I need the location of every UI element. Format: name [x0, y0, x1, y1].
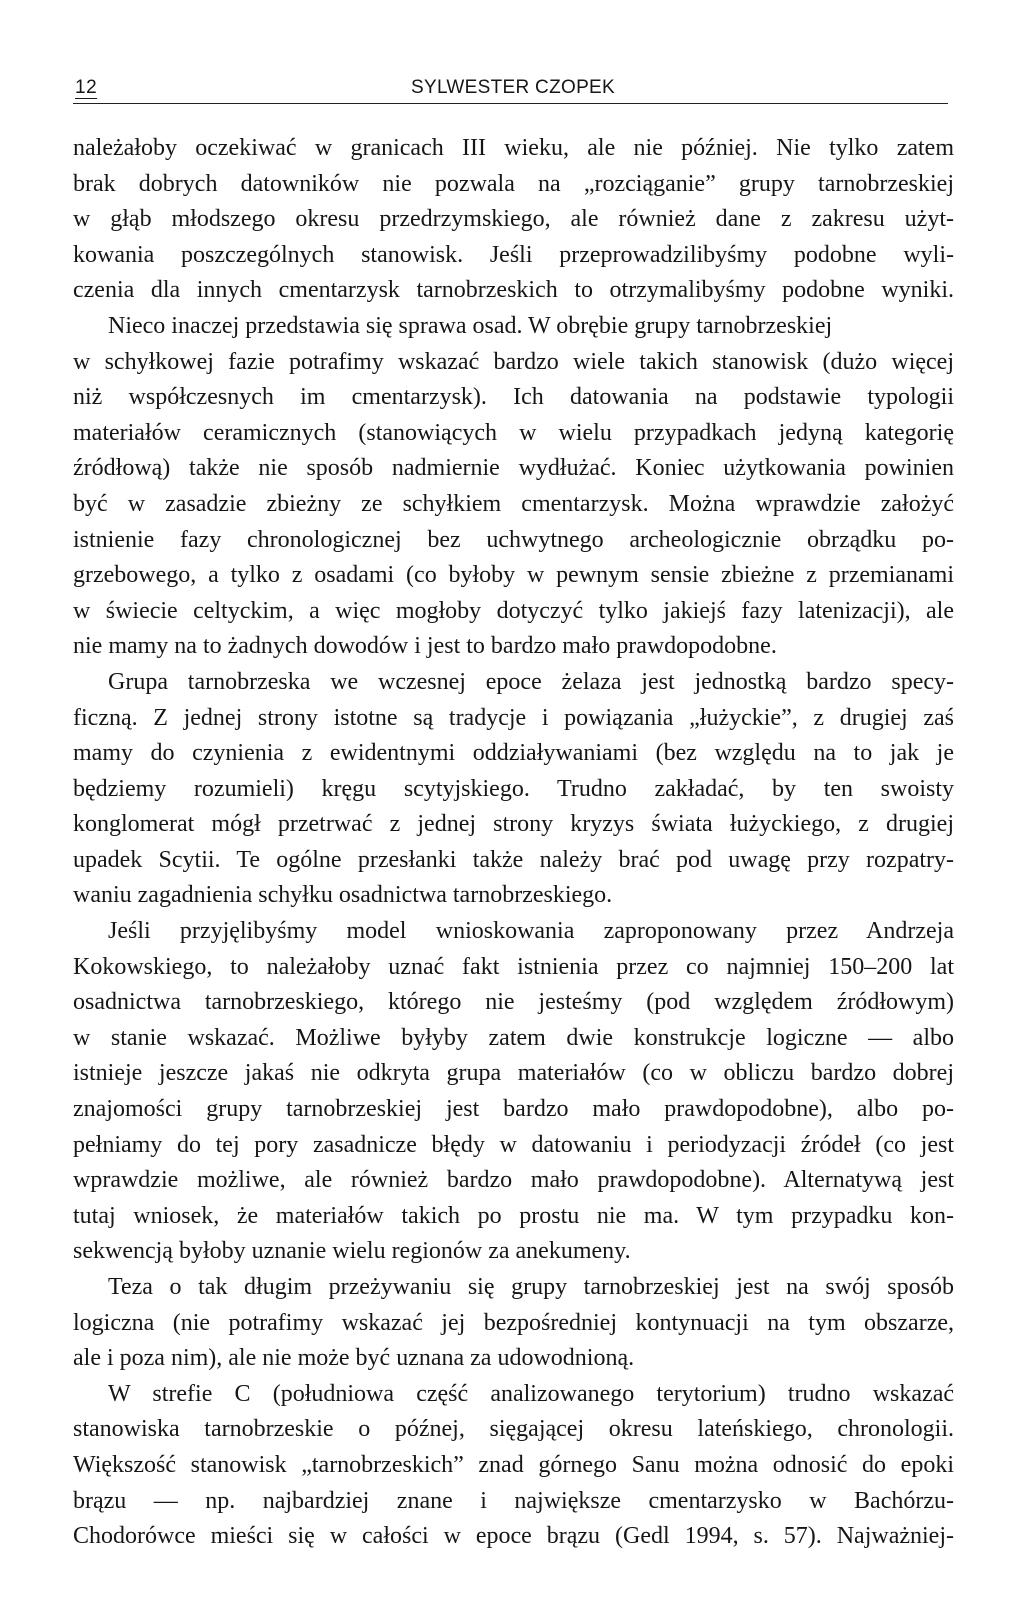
text-line: Jeśli przyjęlibyśmy model wnioskowania zaproponowany przez Andrzeja — [108, 918, 954, 945]
text-line: czenia dla innych cmentarzysk tarnobrzeskich to otrzymalibyśmy podobne wyniki. — [73, 277, 954, 304]
text-line: będziemy rozumieli) kręgu scytyjskiego. Trudno zakładać, by ten swoisty — [73, 775, 954, 802]
text-line: istnieje jeszcze jakaś nie odkryta grupa materiałów (co w obliczu bardzo dobrej — [73, 1060, 954, 1087]
text-line: Kokowskiego, to należałoby uznać fakt istnienia przez co najmniej 150–200 lat — [73, 953, 954, 980]
text-line: w stanie wskazać. Możliwe byłyby zatem dwie konstrukcje logiczne — albo — [73, 1024, 954, 1051]
body-text — [73, 131, 954, 1555]
text-line: grzebowego, a tylko z osadami (co byłoby w pewnym sensie zbieżne z przemianami — [73, 562, 954, 589]
text-line: źródłową) także nie sposób nadmiernie wydłużać. Koniec użytkowania powinien — [73, 455, 954, 482]
header-rule — [73, 103, 948, 104]
text-line: pełniamy do tej pory zasadnicze błędy w datowaniu i periodyzacji źródeł (co jest — [73, 1131, 954, 1158]
text-line: niż współczesnych im cmentarzysk). Ich datowania na podstawie typologii — [73, 384, 954, 411]
text-line: logiczna (nie potrafimy wskazać jej bezpośredniej kontynuacji na tym obszarze, — [73, 1309, 954, 1336]
text-line: waniu zagadnienia schyłku osadnictwa tarnobrzeskiego. — [73, 882, 613, 909]
page-header — [73, 75, 948, 105]
text-line: sekwencją byłoby uznanie wielu regionów za anekumeny. — [73, 1238, 631, 1265]
text-line: mamy do czynienia z ewidentnymi oddziaływaniami (bez względu na to jak je — [73, 740, 954, 767]
running-head: SYLWESTER CZOPEK — [411, 77, 615, 98]
text-line: należałoby oczekiwać w granicach III wieku, ale nie później. Nie tylko zatem — [73, 135, 954, 161]
text-line: Nieco inaczej przedstawia się sprawa osad. W obrębie grupy tarnobrzeskiej — [108, 312, 833, 339]
text-line: brązu — np. najbardziej znane i największe cmentarzysko w Bachórzu- — [73, 1487, 954, 1514]
text-line: w świecie celtyckim, a więc mogłoby dotyczyć tylko jakiejś fazy latenizacji), ale — [73, 597, 954, 624]
text-line: Teza o tak długim przeżywaniu się grupy tarnobrzeskiej jest na swój sposób — [108, 1274, 954, 1300]
text-line: nie mamy na to żadnych dowodów i jest to bardzo mało prawdopodobne. — [73, 633, 777, 660]
text-line: Grupa tarnobrzeska we wczesnej epoce żelaza jest jednostką bardzo specy- — [108, 668, 954, 695]
text-line: w głąb młodszego okresu przedrzymskiego, ale również dane z zakresu użyt- — [73, 206, 954, 233]
text-line: upadek Scytii. Te ogólne przesłanki także należy brać pod uwagę przy rozpatry- — [73, 846, 954, 873]
text-line: ficzną. Z jednej strony istotne są tradycje i powiązania „łużyckie”, z drugiej zaś — [73, 704, 954, 731]
text-line: w schyłkowej fazie potrafimy wskazać bardzo wiele takich stanowisk (dużo więcej — [73, 348, 954, 375]
text-line: kowania poszczególnych stanowisk. Jeśli przeprowadzilibyśmy podobne wyli- — [73, 241, 954, 268]
text-line: wprawdzie możliwe, ale również bardzo mało prawdopodobne). Alternatywą jest — [73, 1167, 954, 1194]
text-line: tutaj wniosek, że materiałów takich po prostu nie ma. W tym przypadku kon- — [73, 1202, 954, 1229]
text-line: W strefie C (południowa część analizowanego terytorium) trudno wskazać — [108, 1380, 954, 1407]
text-line: stanowiska tarnobrzeskie o późnej, sięgającej okresu lateńskiego, chronologii. — [73, 1416, 954, 1443]
text-line: osadnictwa tarnobrzeskiego, którego nie jesteśmy (pod względem źródłowym) — [73, 989, 954, 1016]
text-line: konglomerat mógł przetrwać z jednej strony kryzys świata łużyckiego, z drugiej — [73, 811, 954, 838]
text-line: brak dobrych datowników nie pozwala na „rozciąganie” grupy tarnobrzeskiej — [73, 170, 954, 197]
text-line: ale i poza nim), ale nie może być uznana za udowodnioną. — [73, 1345, 635, 1372]
text-line: Większość stanowisk „tarnobrzeskich” znad górnego Sanu można odnosić do epoki — [73, 1451, 954, 1478]
text-line: istnienie fazy chronologicznej bez uchwytnego archeologicznie obrządku po- — [73, 526, 954, 553]
text-line: Chodorówce mieści się w całości w epoce brązu (Gedl 1994, s. 57). Najważniej- — [73, 1523, 954, 1550]
text-line: być w zasadzie zbieżny ze schyłkiem cmentarzysk. Można wprawdzie założyć — [73, 490, 954, 517]
page-number: 12 — [75, 77, 98, 98]
text-line: znajomości grupy tarnobrzeskiej jest bardzo mało prawdopodobne), albo po- — [73, 1096, 954, 1123]
text-line: materiałów ceramicznych (stanowiących w wielu przypadkach jedyną kategorię — [73, 419, 954, 446]
